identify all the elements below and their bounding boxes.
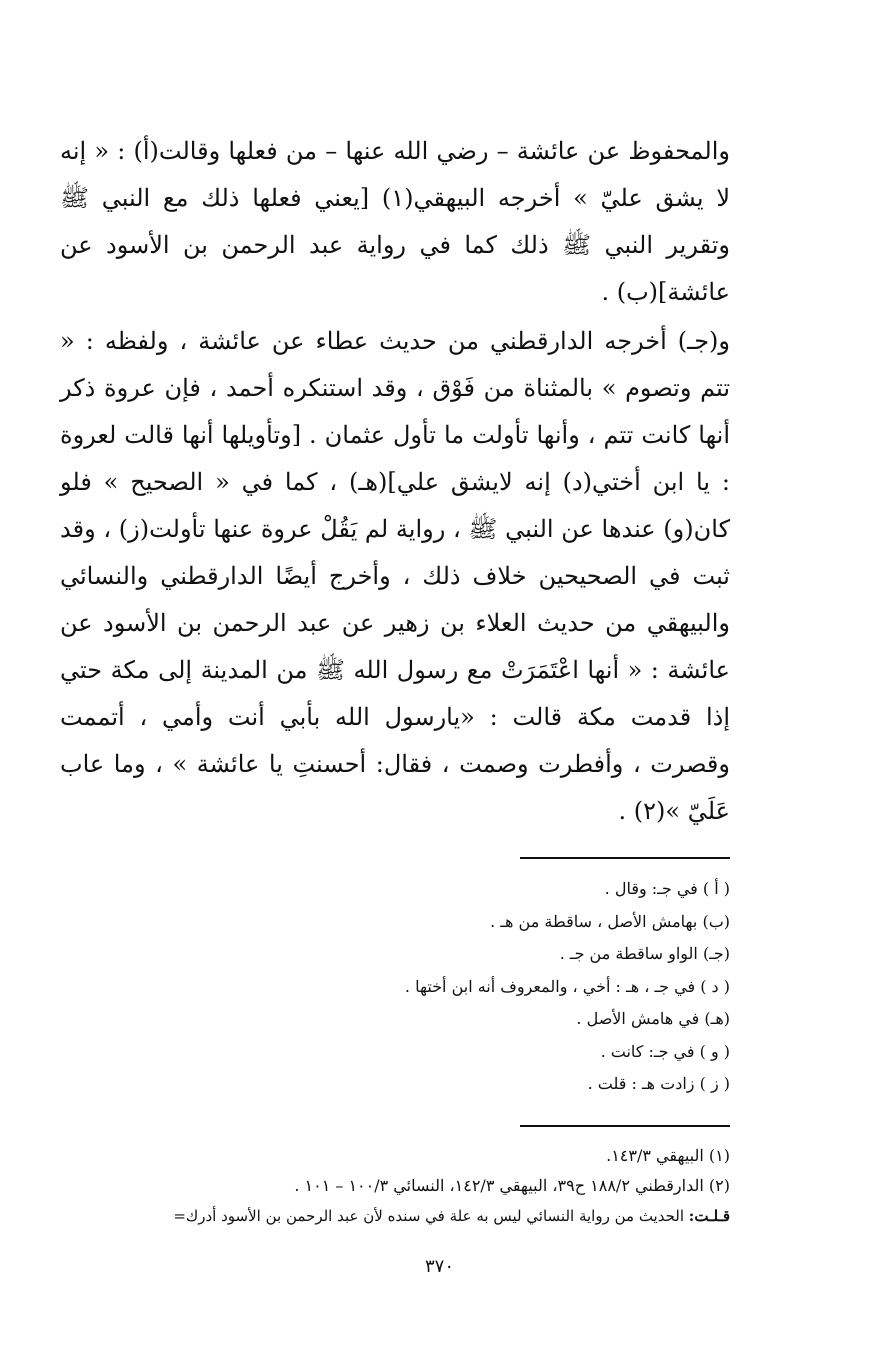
page-content [60, 128, 730, 1231]
editor-note [60, 1201, 730, 1231]
paragraph: والمحفوظ عن عائشة – رضي الله عنها – من فعلها وقالت(أ) : « إنه لا يشق عليّ » أخرجه البيهقي(١) [يعني فعلها ذلك مع النبي ﷺ وتقرير النبي ﷺ ذلك كما في رواية عبد الرحمن بن الأسود عن عائشة](ب) . [60, 137, 730, 306]
main-text [60, 128, 730, 835]
variant-note: (جـ) الواو ساقطة من جـ . [559, 944, 730, 963]
variant-note: ( و ) في جـ: كانت . [600, 1041, 730, 1061]
reference-note: (١) البيهقي ١٤٣/٣. [606, 1145, 730, 1165]
editor-note-label: قـلـت: [688, 1206, 730, 1225]
variant-note: ( أ ) في جـ: وقال . [604, 879, 730, 898]
editor-note-text: الحديث من رواية النسائي ليس به علة في سنده لأن عبد الرحمن بن الأسود أدرك= [173, 1206, 689, 1225]
paragraph: و(جـ) أخرجه الدارقطني من حديث عطاء عن عائشة ، ولفظه : « تتم وتصوم » بالمثناة من فَوْق ، وقد استنكره أحمد ، فإن عروة ذكر أنها كانت تتم ، وأنها تأولت ما تأول عثمان . [وتأويلها أنها قالت لعروة : يا ابن أختي(د) إنه لايشق علي](هـ) ، كما في « الصحيح » فلو كان(و) عندها عن النبي ﷺ ، رواية لم يَقُلْ عروة عنها تأولت(ز) ، وقد ثبت في الصحيحين خلاف ذلك ، وأخرج أيضًا الدارقطني والنسائي والبيهقي من حديث العلاء بن زهير عن عبد الرحمن بن الأسود عن عائشة : « أنها اعْتَمَرَتْ مع رسول الله ﷺ من المدينة إلى مكة حتي إذا قدمت مكة قالت : «يارسول الله بأبي أنت وأمي ، أتممت وقصرت ، وأفطرت وصمت ، فقال: أحسنتِ يا عائشة » ، وما عاب عَلَيّ »(٢) . [60, 327, 730, 825]
reference-note: (٢) الدارقطني ١٨٨/٢ ح٣٩، البيهقي ١٤٢/٣، النسائي ١٠٠/٣ – ١٠١ . [294, 1175, 730, 1195]
page-number: ٣٧٠ [424, 1256, 454, 1277]
reference-divider [520, 1125, 730, 1127]
variant-notes [60, 873, 730, 1101]
footnote-divider [520, 857, 730, 859]
reference-notes [60, 1141, 730, 1231]
variant-note: (ب) بهامش الأصل ، ساقطة من هـ . [490, 911, 730, 931]
variant-note: ( د ) في جـ ، هـ : أخي ، والمعروف أنه ابن أختها . [404, 976, 730, 996]
variant-note: ( ز ) زادت هـ : قلت . [587, 1074, 730, 1093]
variant-note: (هـ) في هامش الأصل . [576, 1009, 730, 1028]
